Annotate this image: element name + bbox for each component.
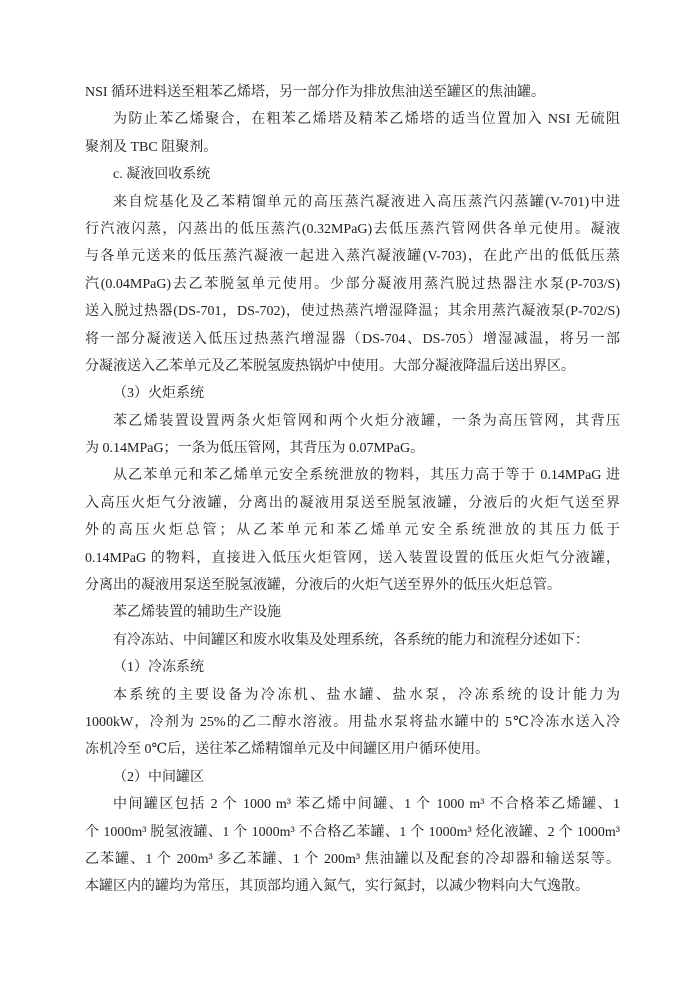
text-line: 有冷冻站、中间罐区和废水收集及处理系统，各系统的能力和流程分述如下： bbox=[113, 632, 589, 648]
text-line: 为防止苯乙烯聚合，在粗苯乙烯塔及精苯乙烯塔的适当位置加入 NSI 无硫阻 bbox=[113, 112, 620, 128]
text-line: 外的高压火炬总管；从乙苯单元和苯乙烯单元安全系统泄放的其压力低于 bbox=[85, 523, 620, 539]
text-line: 行汽液闪蒸，闪蒸出的低压蒸汽(0.32MPaG)去低压蒸汽管网供各单元使用。凝液 bbox=[85, 221, 620, 237]
section-heading-line: （2）中间罐区 bbox=[113, 769, 204, 785]
text-line: 中间罐区包括 2 个 1000 m³ 苯乙烯中间罐、1 个 1000 m³ 不合格苯乙烯罐、1 bbox=[113, 797, 620, 813]
text-line: 苯乙烯装置设置两条火炬管网和两个火炬分液罐，一条为高压管网，其背压 bbox=[113, 413, 620, 429]
text-line: 将一部分凝液送入低压过热蒸汽增湿器（DS-704、DS-705）增湿减温，将另一部 bbox=[85, 331, 620, 347]
text-line: 与各单元送来的低压蒸汽凝液一起进入蒸汽凝液罐(V-703)，在此产出的低低压蒸 bbox=[85, 249, 620, 265]
text-line: 汽(0.04MPaG)去乙苯脱氢单元使用。少部分凝液用蒸汽脱过热器注水泵(P-703/S) bbox=[85, 276, 620, 292]
section-heading-line: 苯乙烯装置的辅助生产设施 bbox=[113, 605, 281, 621]
text-line: 来自烷基化及乙苯精馏单元的高压蒸汽凝液进入高压蒸汽闪蒸罐(V-701)中进 bbox=[113, 194, 620, 210]
text-line: NSI 循环进料送至粗苯乙烯塔，另一部分作为排放焦油送至罐区的焦油罐。 bbox=[85, 85, 546, 100]
text-line: 入高压火炬气分液罐，分离出的凝液用泵送至脱氢液罐，分液后的火炬气送至界 bbox=[85, 495, 620, 511]
text-line: 送入脱过热器(DS-701，DS-702)，使过热蒸汽增湿降温；其余用蒸汽凝液泵(P-702/S) bbox=[85, 304, 620, 320]
text-line: 分离出的凝液用泵送至脱氢液罐，分液后的火炬气送至界外的低压火炬总管。 bbox=[85, 578, 561, 594]
text-line: 本罐区内的罐均为常压，其顶部均通入氮气，实行氮封，以减少物料向大气逸散。 bbox=[85, 879, 589, 895]
section-heading-line: （3）火炬系统 bbox=[113, 386, 204, 402]
text-line: 从乙苯单元和苯乙烯单元安全系统泄放的物料，其压力高于等于 0.14MPaG 进 bbox=[113, 468, 620, 484]
text-line: 0.14MPaG 的物料，直接进入低压火炬管网，送入装置设置的低压火炬气分液罐， bbox=[85, 550, 620, 566]
text-line: 为 0.14MPaG；一条为低压管网，其背压为 0.07MPaG。 bbox=[85, 441, 425, 457]
text-line: 乙苯罐、1 个 200m³ 多乙苯罐、1 个 200m³ 焦油罐以及配套的冷却器和输送泵等。 bbox=[85, 851, 620, 867]
text-line: 冻机冷至 0℃后，送往苯乙烯精馏单元及中间罐区用户循环使用。 bbox=[85, 742, 490, 758]
document-body bbox=[85, 79, 620, 901]
text-line: 个 1000m³ 脱氢液罐、1 个 1000m³ 不合格乙苯罐、1 个 1000m³ 烃化液罐、2 个 1000m³ bbox=[85, 824, 620, 840]
text-line: 1000kW，冷剂为 25%的乙二醇水溶液。用盐水泵将盐水罐中的 5℃冷冻水送入冷 bbox=[85, 714, 620, 730]
text-line: 本系统的主要设备为冷冻机、盐水罐、盐水泵，冷冻系统的设计能力为 bbox=[113, 687, 620, 703]
section-heading-line: （1）冷冻系统 bbox=[113, 660, 204, 676]
text-line: 聚剂及 TBC 阻聚剂。 bbox=[85, 139, 218, 155]
section-heading-line: c. 凝液回收系统 bbox=[113, 167, 211, 183]
text-line: 分凝液送入乙苯单元及乙苯脱氢废热锅炉中使用。大部分凝液降温后送出界区。 bbox=[85, 358, 575, 374]
